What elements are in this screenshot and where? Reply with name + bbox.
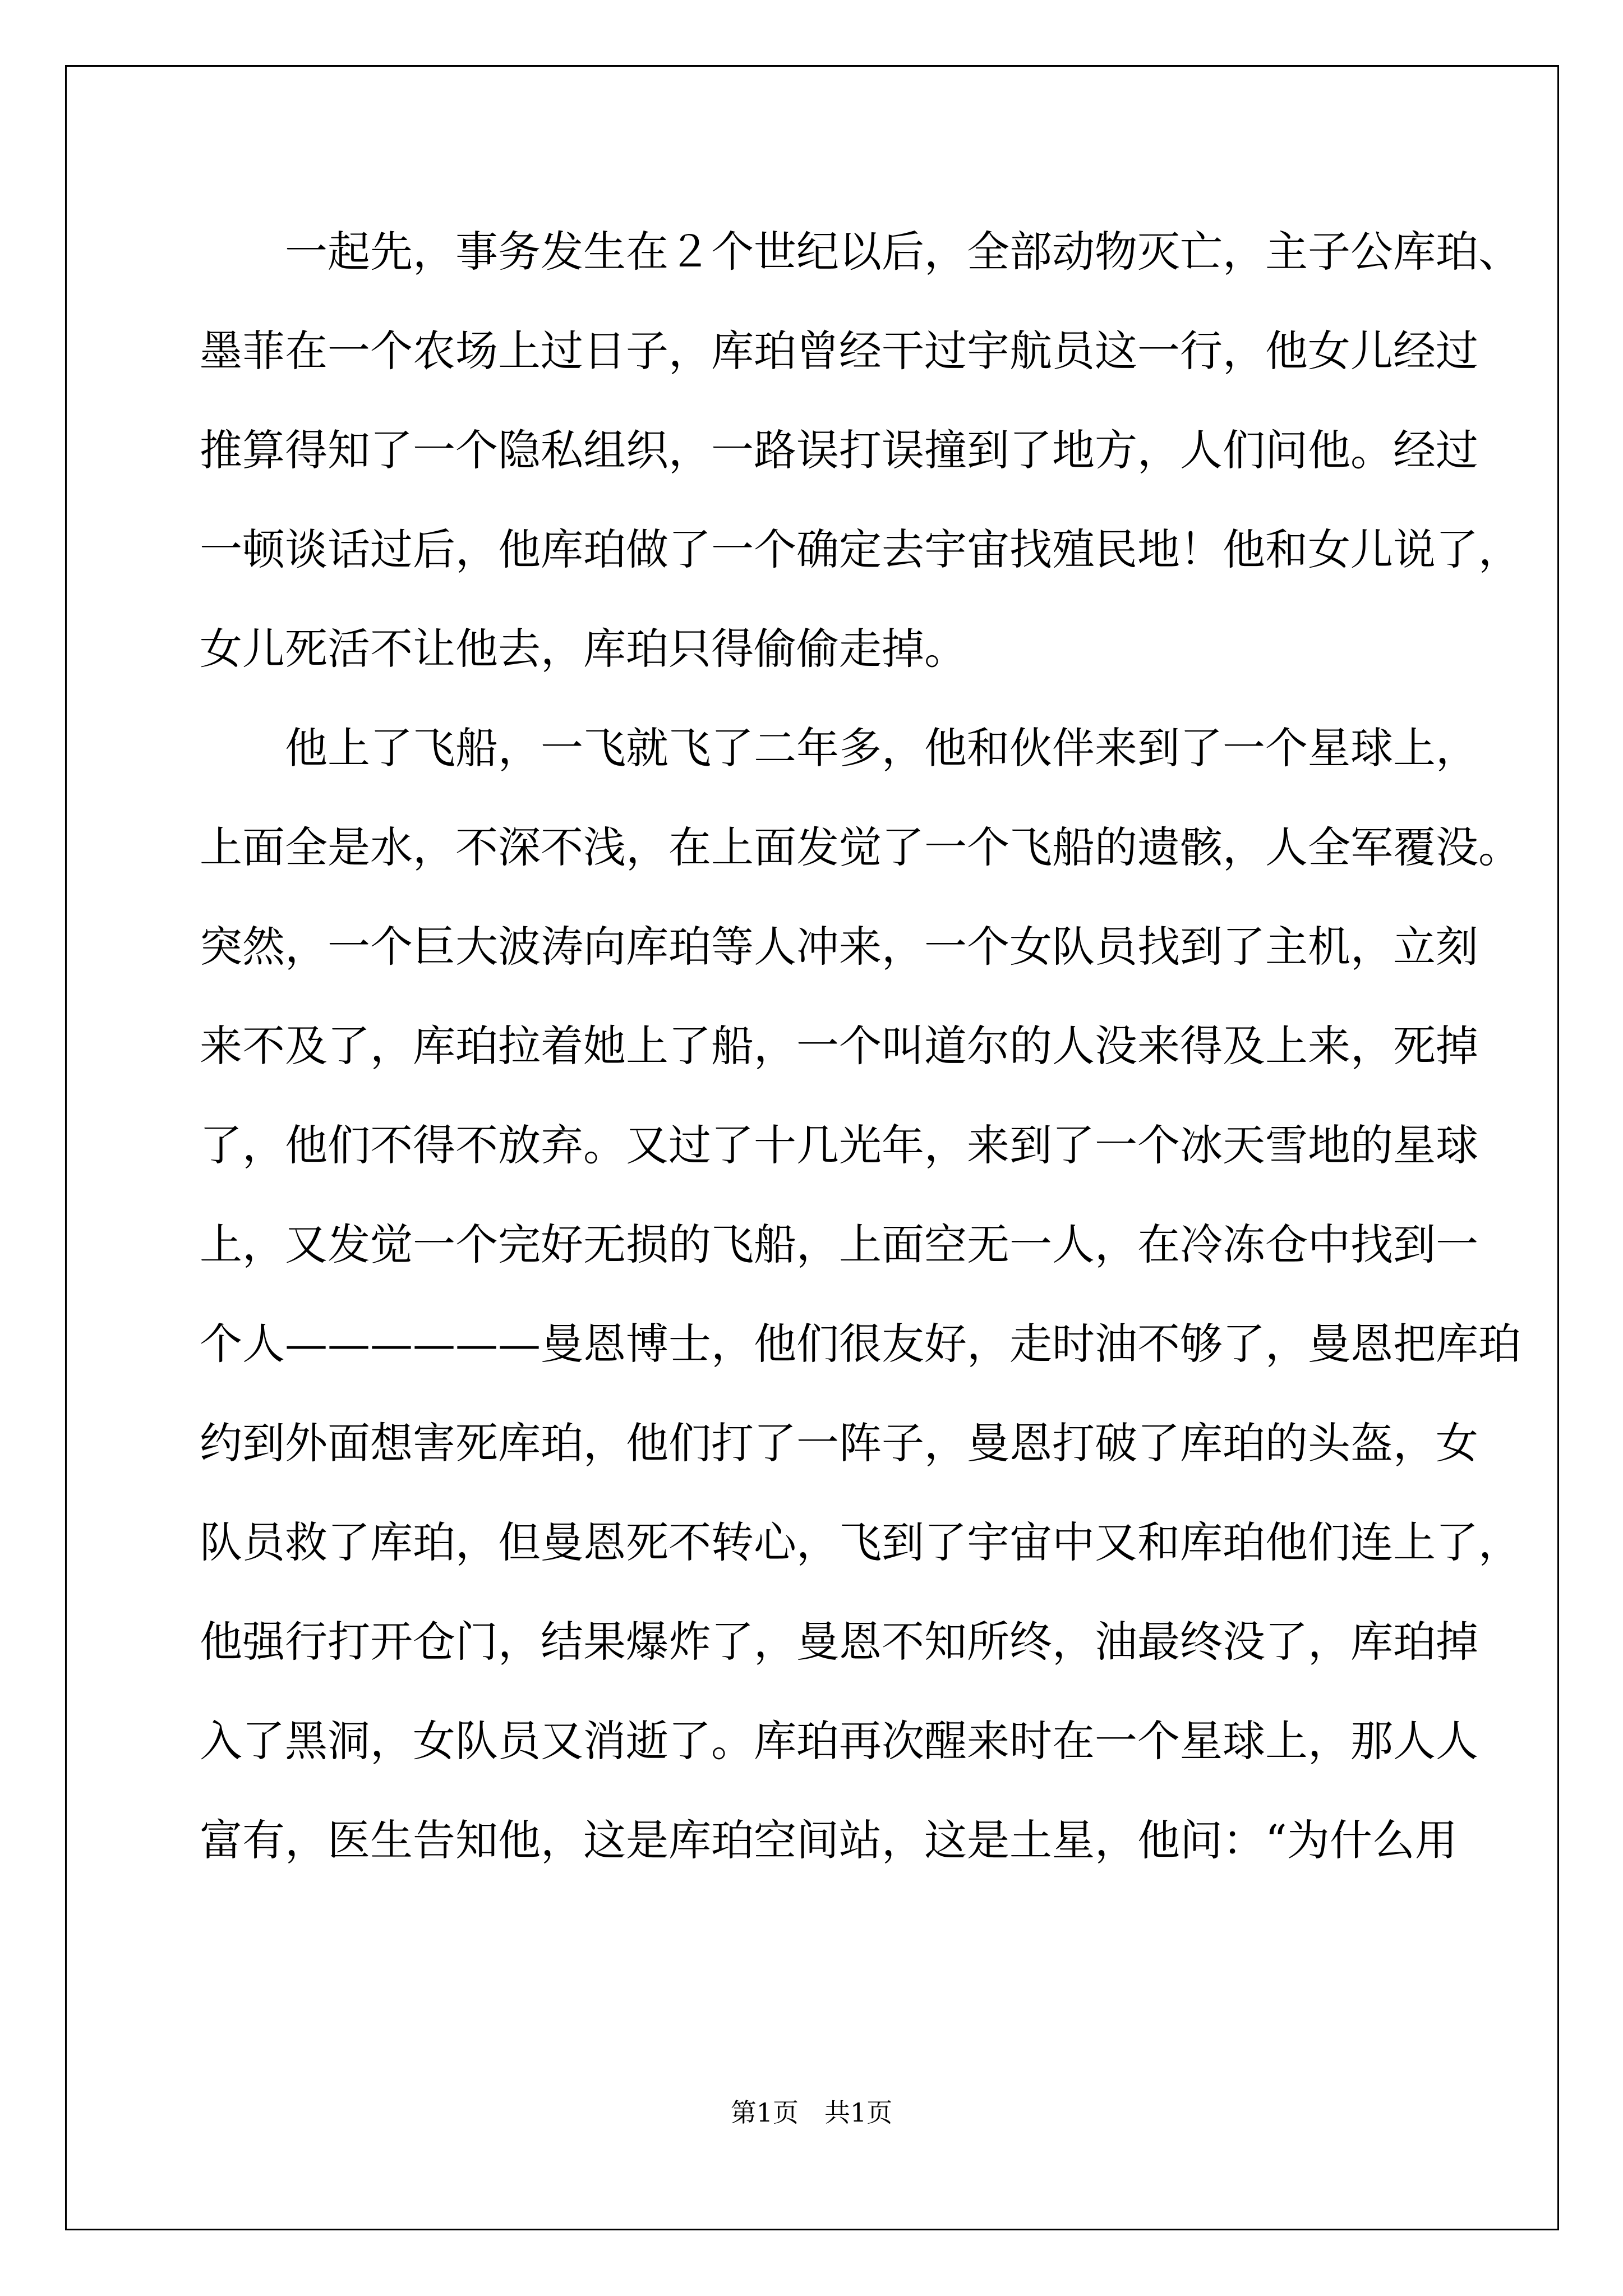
text-line: 他上了飞船，一飞就飞了二年多，他和伙伴来到了一个星球上， — [285, 723, 1478, 773]
text-line: 他强行打开仓门，结果爆炸了，曼恩不知所终，油最终没了，库珀掉 — [200, 1617, 1478, 1667]
text-line: 约到外面想害死库珀，他们打了一阵子，曼恩打破了库珀的头盔，女 — [200, 1418, 1478, 1468]
text-line: 推算得知了一个隐私组织，一路误打误撞到了地方，人们问他。经过 — [200, 425, 1478, 475]
document-body — [200, 202, 1521, 1890]
text-line: 个人——————曼恩博士，他们很友好，走时油不够了，曼恩把库珀 — [200, 1319, 1521, 1369]
paragraph — [200, 698, 1521, 1890]
text-line: 突然，一个巨大波涛向库珀等人冲来，一个女队员找到了主机，立刻 — [200, 922, 1478, 972]
text-line: 入了黑洞，女队员又消逝了。库珀再次醒来时在一个星球上，那人人 — [200, 1716, 1478, 1766]
text-line: 一顿谈话过后，他库珀做了一个确定去宇宙找殖民地！他和女儿说了， — [200, 524, 1521, 574]
paragraph — [200, 202, 1521, 698]
text-line: 队员救了库珀，但曼恩死不转心，飞到了宇宙中又和库珀他们连上了， — [200, 1517, 1521, 1567]
text-line: 富有，医生告知他，这是库珀空间站，这是土星，他问：“为什么用 — [200, 1815, 1458, 1865]
text-line: 上，又发觉一个完好无损的飞船，上面空无一人，在冷冻仓中找到一 — [200, 1220, 1478, 1269]
text-line: 来不及了，库珀拉着她上了船，一个叫道尔的人没来得及上来，死掉 — [200, 1021, 1478, 1071]
text-line: 一起先，事务发生在２个世纪以后，全部动物灭亡，主子公库珀、 — [285, 227, 1521, 277]
text-line: 墨菲在一个农场上过日子，库珀曾经干过宇航员这一行，他女儿经过 — [200, 326, 1478, 376]
text-line: 了，他们不得不放弃。又过了十几光年，来到了一个冰天雪地的星球 — [200, 1120, 1478, 1170]
text-line: 女儿死活不让他去，库珀只得偷偷走掉。 — [200, 624, 967, 674]
page-footer: 第1页 共1页 — [730, 2097, 893, 2128]
text-line: 上面全是水，不深不浅，在上面发觉了一个飞船的遗骸，人全军覆没。 — [200, 822, 1521, 872]
